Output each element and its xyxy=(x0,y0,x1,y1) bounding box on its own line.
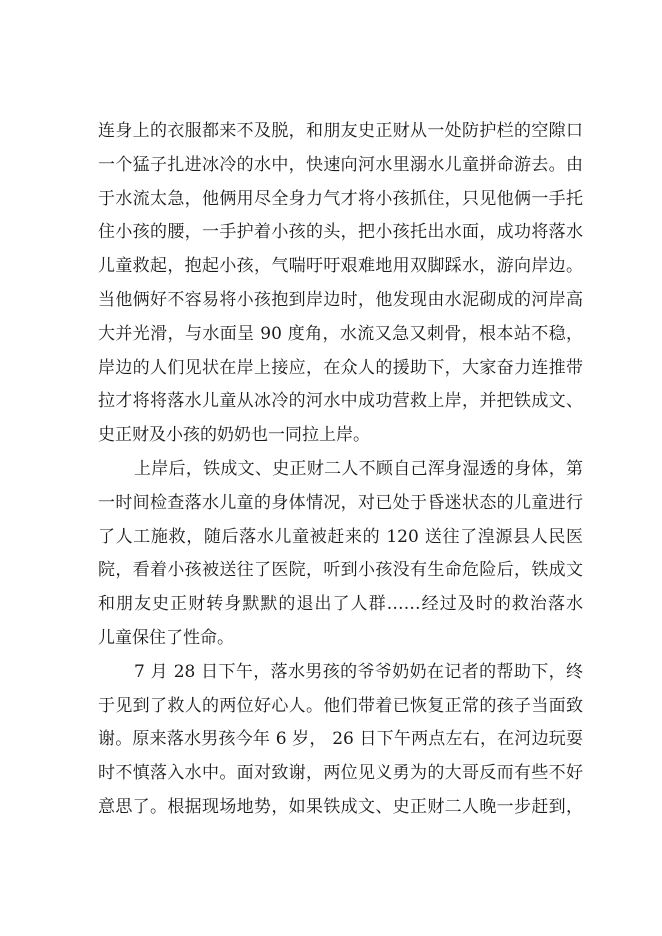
text-line: 院，看着小孩被送往了医院，听到小孩没有生命危险后，铁成文 xyxy=(98,560,583,581)
text-line: 和朋友史正财转身默默的退出了人群……经过及时的救治落水 xyxy=(98,594,583,615)
text-line: 当他俩好不容易将小孩抱到岸边时，他发现由水泥砌成的河岸高 xyxy=(98,289,583,310)
text-line: 上岸后，铁成文、史正财二人不顾自己浑身湿透的身体，第 xyxy=(134,458,583,479)
text-line: 谢。原来落水男孩今年 6 岁， 26 日下午两点左右，在河边玩耍 xyxy=(98,729,583,750)
text-line: 儿童救起，抱起小孩，气喘吁吁艰难地用双脚踩水，游向岸边。 xyxy=(98,256,583,277)
text-line: 拉才将将落水儿童从冰冷的河水中成功营救上岸，并把铁成文、 xyxy=(98,391,583,412)
text-line: 史正财及小孩的奶奶也一同拉上岸。 xyxy=(98,425,370,446)
text-line: 儿童保住了性命。 xyxy=(98,627,234,648)
document-body xyxy=(98,115,583,825)
text-line: 一时间检查落水儿童的身体情况，对已处于昏迷状态的儿童进行 xyxy=(98,492,583,513)
text-line: 大并光滑，与水面呈 90 度角，水流又急又刺骨，根本站不稳， xyxy=(98,323,583,344)
text-line: 岸边的人们见状在岸上接应，在众人的援助下，大家奋力连推带 xyxy=(98,357,583,378)
text-line: 一个猛子扎进冰冷的水中，快速向河水里溺水儿童拼命游去。由 xyxy=(98,154,583,175)
text-line: 意思了。根据现场地势，如果铁成文、史正财二人晚一步赶到， xyxy=(98,796,583,817)
text-line: 了人工施救，随后落水儿童被赶来的 120 送往了湟源县人民医 xyxy=(98,526,583,547)
text-line: 于见到了救人的两位好心人。他们带着已恢复正常的孩子当面致 xyxy=(98,695,583,716)
text-line: 连身上的衣服都来不及脱，和朋友史正财从一处防护栏的空隙口 xyxy=(98,121,583,141)
text-line: 住小孩的腰，一手护着小孩的头，把小孩托出水面，成功将落水 xyxy=(98,222,583,243)
text-line: 于水流太急，他俩用尽全身力气才将小孩抓住，只见他俩一手托 xyxy=(98,188,583,209)
text-line: 7 月 28 日下午，落水男孩的爷爷奶奶在记者的帮助下，终 xyxy=(134,661,583,682)
text-line: 时不慎落入水中。面对致谢，两位见义勇为的大哥反而有些不好 xyxy=(98,763,583,784)
